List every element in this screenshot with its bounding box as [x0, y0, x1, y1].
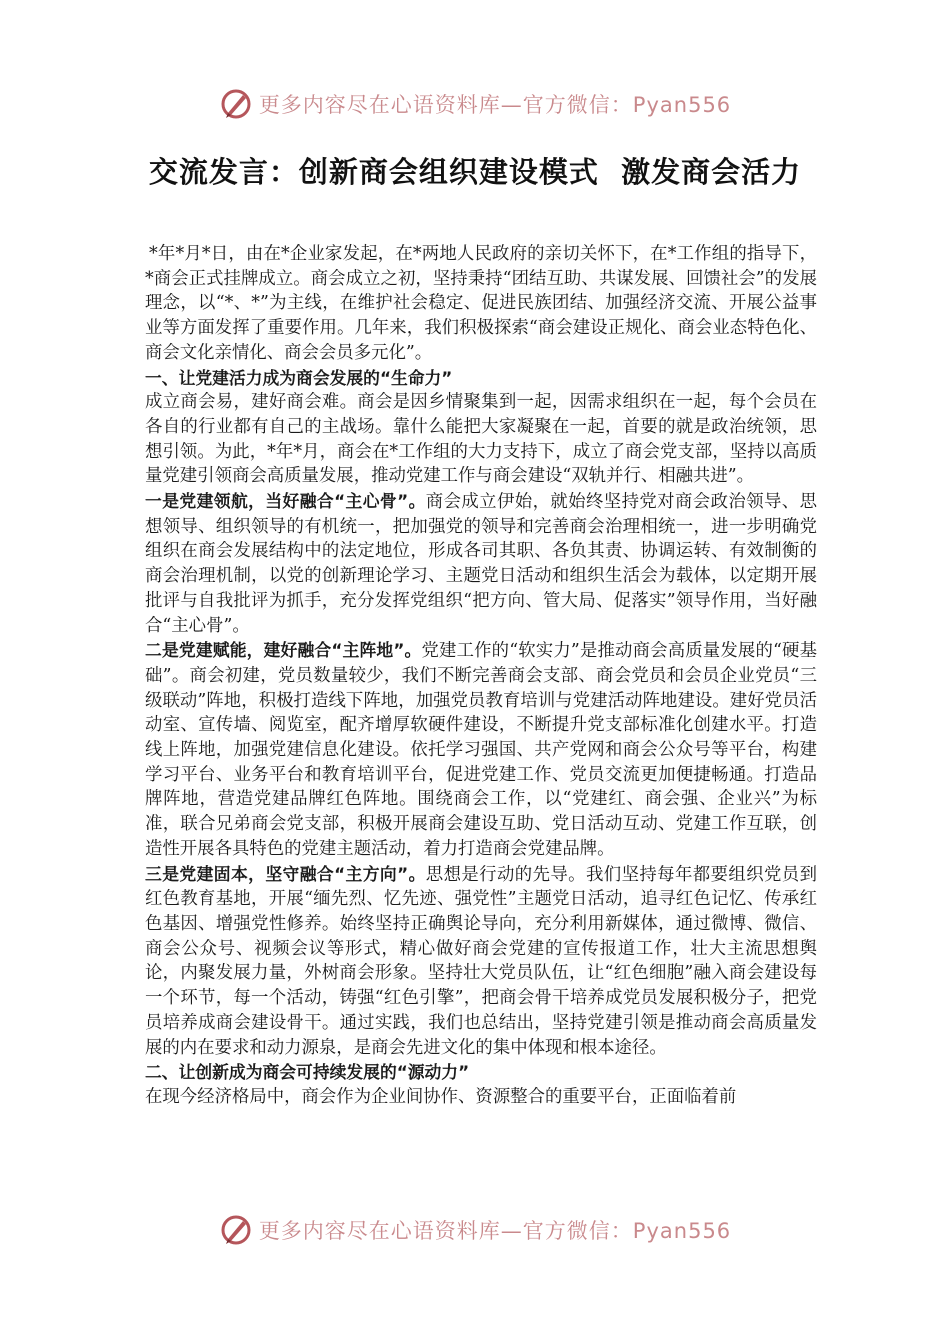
watermark-text: 更多内容尽在心语资料库—官方微信：Pyan556 — [258, 93, 732, 117]
document-body — [145, 242, 817, 1110]
point-paragraph-3 — [145, 862, 817, 1061]
point-paragraph-1 — [145, 489, 817, 638]
section-paragraph-2: 在现今经济格局中，商会作为企业间协作、资源整合的重要平台，正面临着前 — [145, 1086, 737, 1107]
section-paragraph-1: 成立商会易，建好商会难。商会是因乡情聚集到一起，因需求组织在一起，每个会员在各自的行业都有自己的主战场。靠什么能把大家凝聚在一起，首要的就是政治统领，思想引领。为此，*年*月，商会在*工作组的大力支持下，成立了商会党支部，坚持以高质量党建引领商会高质量发展，推动党建工作与商会建设“双轨并行、相融共进”。 — [145, 392, 817, 487]
point-body-3: 思想是行动的先导。我们坚持每年都要组织党员到红色教育基地，开展“缅先烈、忆先迹、强党性”主题党日活动，追寻红色记忆、传承红色基因、增强党性修养。始终坚持正确舆论导向，充分利用新媒体，通过微博、微信、商会公众号、视频会议等形式，精心做好商会党建的宣传报道工作，壮大主流思想舆论，内聚发展力量，外树商会形象。坚持壮大党员队伍，让“红色细胞”融入商会建设每一个环节，每一个活动，铸强“红色引擎”，把商会骨干培养成党员发展积极分子，把党员培养成商会建设骨干。通过实践，我们也总结出，坚持党建引领是推动商会高质量发展的内在要求和动力源泉，是商会先进文化的集中体现和根本途径。 — [145, 864, 817, 1058]
point-paragraph-2 — [145, 638, 817, 861]
point-lead-1: 一是党建领航，当好融合“主心骨”。 — [145, 491, 426, 512]
section-heading-2: 二、让创新成为商会可持续发展的“源动力” — [145, 1062, 470, 1083]
watermark-footer — [0, 1210, 950, 1250]
point-lead-2: 二是党建赋能，建好融合“主阵地”。 — [145, 640, 422, 661]
point-lead-3: 三是党建固本，坚守融合“主方向”。 — [145, 863, 426, 884]
section-heading-1: 一、让党建活力成为商会发展的“生命力” — [145, 367, 453, 388]
watermark-header — [0, 84, 950, 124]
point-body-2: 党建工作的“软实力”是推动商会高质量发展的“硬基础”。商会初建，党员数量较少，我们不断完善商会支部、商会党员和会员企业党员“三级联动”阵地，积极打造线下阵地，加强党员教育培训与党建活动阵地建设。建好党员活动室、宣传墙、阅览室，配齐增厚软硬件建设，不断提升党支部标准化创建水平。打造线上阵地，加强党建信息化建设。依托学习强国、共产党网和商会公众号等平台，构建学习平台、业务平台和教育培训平台，促进党建工作、党员交流更加便捷畅通。打造品牌阵地，营造党建品牌红色阵地。围绕商会工作，以“党建红、商会强、企业兴”为标准，联合兄弟商会党支部，积极开展商会建设互助、党日活动互动、党建工作互联，创造性开展各具特色的党建主题活动，着力打造商会党建品牌。 — [145, 641, 817, 859]
pen-circle-logo-icon — [219, 1213, 253, 1247]
watermark-text: 更多内容尽在心语资料库—官方微信：Pyan556 — [258, 1219, 732, 1243]
intro-paragraph: *年*月*日，由在*企业家发起，在*两地人民政府的亲切关怀下，在*工作组的指导下，*商会正式挂牌成立。商会成立之初，坚持秉持“团结互助、共谋发展、回馈社会”的发展理念，以“*、*”为主线，在维护社会稳定、促进民族团结、加强经济交流、开展公益事业等方面发挥了重要作用。几年来，我们积极探索“商会建设正规化、商会业态特色化、商会文化亲情化、商会会员多元化”。 — [145, 244, 817, 363]
pen-circle-logo-icon — [219, 87, 253, 121]
point-body-1: 商会成立伊始，就始终坚持党对商会政治领导、思想领导、组织领导的有机统一，把加强党的领导和完善商会治理相统一，进一步明确党组织在商会发展结构中的法定地位，形成各司其职、各负其责、协调运转、有效制衡的商会治理机制，以党的创新理论学习、主题党日活动和组织生活会为载体，以定期开展批评与自我批评为抓手，充分发挥党组织“把方向、管大局、促落实”领导作用，当好融合“主心骨”。 — [145, 492, 817, 636]
page-title: 交流发言：创新商会组织建设模式 激发商会活力 — [148, 155, 802, 189]
